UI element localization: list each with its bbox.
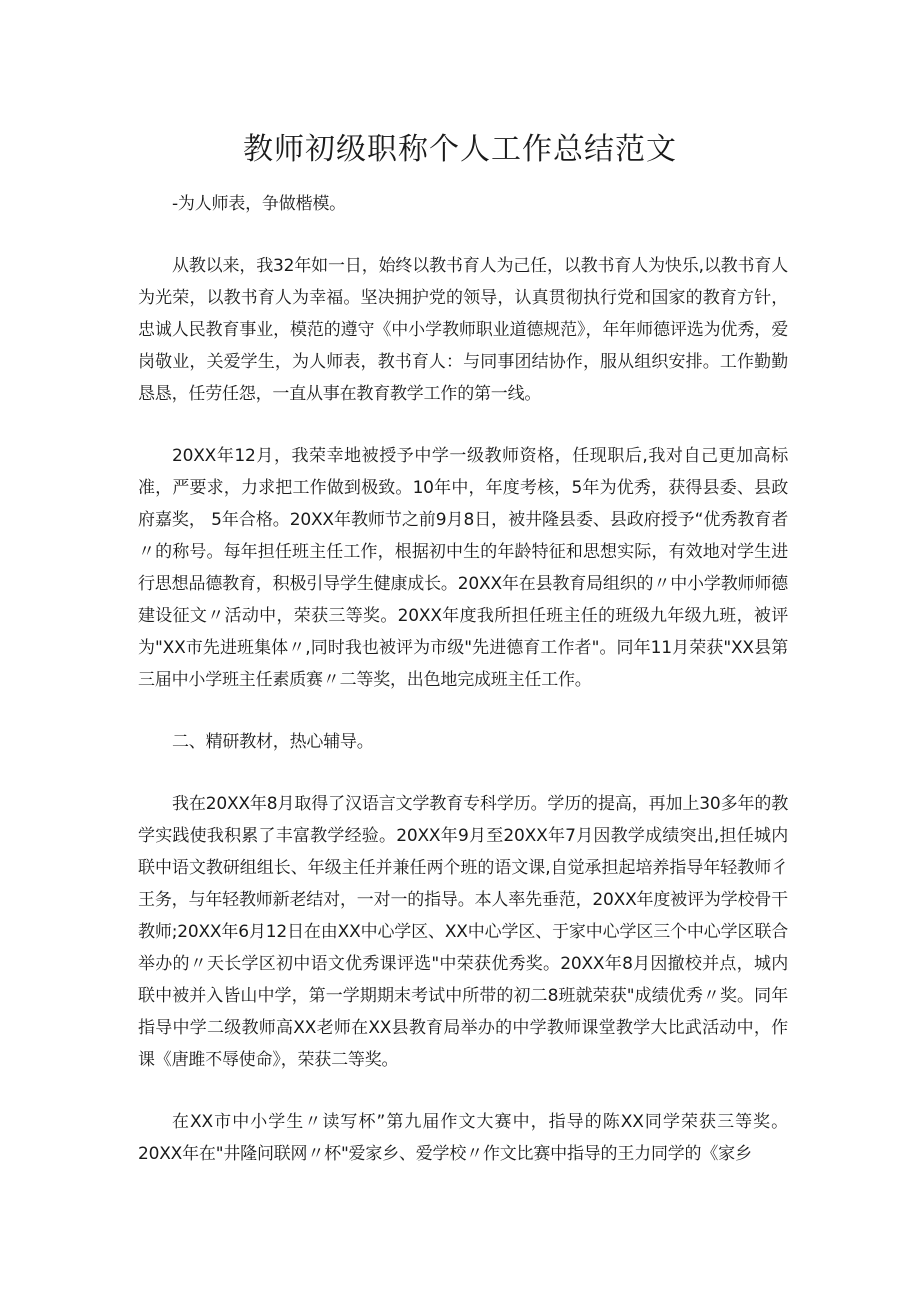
document-body	[138, 188, 788, 1170]
paragraph-2: 20XX年12月，我荣幸地被授予中学一级教师资格，任现职后,我对自己更加高标准，严要求，力求把工作做到极致。10年中，年度考核，5年为优秀，获得县委、县政府嘉奖， 5年合格。20XX年教师节之前9月8日，被井隆县委、县政府授予“优秀教育者〃的称号。每年担任班主任工作，根据初中生的年龄特征和思想实际，有效地对学生进行思想品德教育，积极引导学生健康成长。20XX年在县教育局组织的〃中小学教师师德建设征文〃活动中，荣获三等奖。20XX年度我所担任班主任的班级九年级九班，被评为"XX市先进班集体〃,同时我也被评为市级"先进德育工作者"。同年11月荣获"XX县第三届中小学班主任素质赛〃二等奖，出色地完成班主任工作。	[138, 446, 788, 690]
paragraph-3: 我在20XX年8月取得了汉语言文学教育专科学历。学历的提高，再加上30多年的教学实践使我积累了丰富教学经验。20XX年9月至20XX年7月因教学成绩突出,担任城内联中语文教研组组长、年级主任并兼任两个班的语文课,自觉承担起培养指导年轻教师彳王务，与年轻教师新老结对，一对一的指导。本人率先垂范，20XX年度被评为学校骨干教师;20XX年6月12日在由XX中心学区、XX中心学区、于家中心学区三个中心学区联合举办的〃天长学区初中语文优秀课评选"中荣获优秀奖。20XX年8月因撤校并点，城内联中被并入皆山中学，第一学期期末考试中所带的初二8班就荣获"成绩优秀〃奖。同年指导中学二级教师高XX老师在XX县教育局举办的中学教师课堂教学大比武活动中，作课《唐雎不辱使命》，荣获二等奖。	[138, 794, 788, 1070]
section-heading-1: -为人师表，争做楷模。	[172, 194, 346, 214]
document-title: 教师初级职称个人工作总结范文	[243, 132, 677, 167]
section-heading-2: 二、精研教材，热心辅导。	[172, 732, 374, 752]
paragraph-4: 在XX市中小学生〃读写杯”第九届作文大赛中，指导的陈XX同学荣获三等奖。20XX年在"井隆问联网〃杯"爱家乡、爱学校〃作文比赛中指导的王力同学的《家乡	[138, 1112, 788, 1164]
paragraph-1: 从教以来，我32年如一日，始终以教书育人为己任，以教书育人为快乐,以教书育人为光荣，以教书育人为幸福。坚决拥护党的领导，认真贯彻执行党和国家的教育方针，忠诚人民教育事业，模范的遵守《中小学教师职业道德规范》，年年师德评选为优秀，爱岗敬业，关爱学生，为人师表，教书育人：与同事团结协作，服从组织安排。工作勤勤恳恳，任劳任怨，一直从事在教育教学工作的第一线。	[138, 256, 788, 404]
